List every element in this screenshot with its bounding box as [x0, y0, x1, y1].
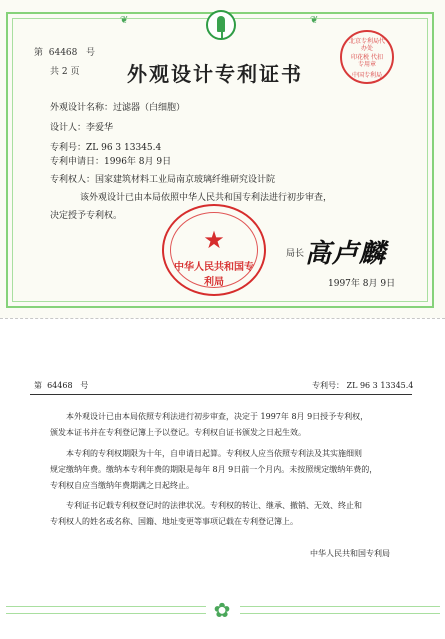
page-title: 外观设计专利证书 [127, 62, 303, 86]
statement-line: 决定授予专利权。 [50, 211, 123, 221]
statement-line: 该外观设计已由本局依照中华人民共和国专利法进行初步审查， [80, 193, 333, 203]
footer-border [6, 606, 206, 614]
page2-patent-number: 专利号： ZL 96 3 13345.4 [312, 381, 414, 390]
director-label: 局长 [286, 249, 305, 259]
field-filing-date: 专利申请日：1996年 8月 9日 [50, 157, 172, 167]
certificate-sheet [0, 0, 445, 318]
issuer-name: 中华人民共和国专利局 [310, 549, 390, 558]
page-divider [0, 318, 445, 319]
field-designer: 设计人：李爱华 [50, 123, 114, 133]
director-signature: 高卢麟 [305, 239, 387, 269]
emblem-icon [206, 10, 236, 40]
border-ornament-icon: ❦ [120, 15, 129, 26]
page-count: 共 2 页 [50, 67, 80, 77]
page2-number: 第 64468 号 [34, 381, 89, 390]
paragraph-line: 本专利的专利权期限为十年，自申请日起算。专利权人应当依照专利法及其实施细则 [66, 449, 362, 458]
field-patent-number: 专利号：ZL 96 3 13345.4 [50, 143, 162, 153]
paragraph-line: 专利证书记载专利权登记时的法律状况。专利权的转让、继承、撤销、无效、终止和 [66, 501, 362, 510]
certificate-number: 第 64468 号 [34, 48, 95, 58]
official-seal: ★ 中华人民共和国专利局 [162, 204, 266, 296]
header-rule [30, 394, 412, 395]
ornament-icon: ✿ [213, 598, 231, 622]
field-design-name: 外观设计名称：过滤器（白细胞） [50, 103, 186, 113]
paragraph-line: 专利权自应当缴纳年费期满之日起终止。 [50, 481, 194, 490]
star-icon: ★ [203, 226, 225, 254]
tax-seal: 北京专利局代办处 印花税 代扣专用章 中国专利局 [340, 30, 394, 84]
paragraph-line: 颁发本证书并在专利登记簿上予以登记。专利权自证书颁发之日起生效。 [50, 428, 306, 437]
issue-date: 1997年 8月 9日 [328, 279, 396, 289]
footer-border [240, 606, 440, 614]
paragraph-line: 规定缴纳年费。缴纳本专利年费的期限是每年 8月 9日前一个月内。未按照规定缴纳年费的， [50, 465, 378, 474]
field-patentee: 专利权人：国家建筑材料工业局南京玻璃纤维研究设计院 [50, 175, 276, 185]
paragraph-line: 本外观设计已由本局依照专利法进行初步审查，决定于 1997年 8月 9日授予专利权， [66, 412, 369, 421]
paragraph-line: 专利权人的姓名或名称、国籍、地址变更等事项记载在专利登记簿上。 [50, 517, 298, 526]
border-ornament-icon: ❦ [310, 15, 319, 26]
